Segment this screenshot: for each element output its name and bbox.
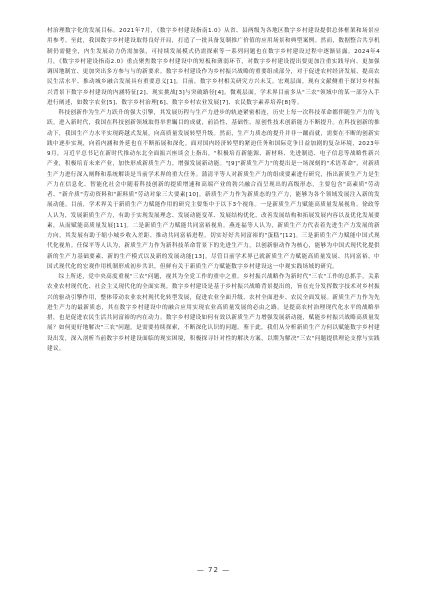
page-number: — 72 — bbox=[196, 566, 231, 574]
paragraph-2: 科技创新作为生产力跃升的强大引擎，其发展历程与生产力进步的轨迹紧密相连，历史上每一次科技革命都伴随生产力的飞跃。进入新时代，我国在科技创新领域取得举世瞩目的成就，前沿性、基础性、原创性技术创新能力不断提升。在科技创新的推动下，我国生产力水平实现跨越式发展，向高质量发展转型升级。然而，生产力质态的提升并非一蹴而就，需要在不断的创新实践中逐步实现，向着内涵和外延也在不断拓展和深化。面对国内经济转型的紧迫任务和国际竞争日益加剧的复杂环境，2023年9月，习近平总书记在新时代推动东北全面振兴座谈会上指出，"积极培育新能源、新材料、先进制造、电子信息等战略性新兴产业，积极培育未来产业，加快形成新质生产力，增强发展新动能。"[9]"新质生产力"的提出是一场深刻的"术语革命"，对新质生产力进行深入阐释和系统解读是当前学术界的重大任务。蒲清平等人对新质生产力的组成要素进行研究，指出新质生产力是生产力在信息化、智能化社会中随着科技创新的提质增速和高端产业的勃兴融合而呈现出的高级形态，主要包含"高素质"劳动者、"新介质"劳动资料和"新料质"劳动对象三大要素[10]。新质生产力作为新质态的生产力，能够为各个领域发展注入新的发展动能。目前，学术界关于新质生产力赋能作用的研究主要集中于以下3个视角。一是新质生产力赋能高质量发展视角。徐政等人认为，发展新质生产力，有助于实现发展理念、发展动能变革、发展结构优化、改善发展结构和拓展发展内容以及优化发展要素，从而赋能高质量发展[11]。二是新质生产力赋能共同富裕视角。燕连福等人认为，新质生产力代表着先进生产力发展的新方向，其发展有助于缩小城乡收入差距、推动共同富裕进程，切实好好共同富裕的"蛋糕"[12]。三是新质生产力赋能中国式现代化视角。任保平等人认为，新质生产力作为新科技革命背景下的先进生产力，以创新驱动作为核心，能够为中国式现代化提供新的生产力基础要素、新的生产模式以及新的发展动能[13]。尽管目前学术界已就新质生产力赋能高质量发展、共同富裕、中国式现代化的宏观作用机制形成初步共识，但鲜有关于新质生产力赋能数字乡村建设这一中观实践场域的研究。 bbox=[47, 110, 380, 270]
paragraph-3: 综上所述，党中央高度重视"三农"问题，视其为全党工作的重中之重。乡村振兴战略作为新时代"三农"工作的总抓手，关系农业农村现代化、社会主义现代化的全面实现。数字乡村建设是基于乡村振兴战略背景提出的，旨在充分发挥数字技术对乡村振兴的驱动引擎作用，整体带动农业农村现代化转型发展，促进农业全面升级、农村全面进步、农民全面发展。新质生产力作为先进生产力的最新质态，其在数字乡村建设中的融合应用实现农业高质量发展的必由之路，是提高农村治理现代化水平的战略举措，也是促进农民生活共同富裕的内在动力。数字乡村建设如何有效以新质生产力增强发展新动能，赋能乡村振兴战略高质量发展？如何更好地解决"三农"问题，是需要持续探索，不断深化认识的问题。鉴于此，我们从分析新质生产力何以赋能数字乡村建设出发，深入剖析当前数字乡村建设面临的现实困境，积极探寻针对性的解决方案，以期为解决"三农"问题提供理论支撑与实践建议。 bbox=[47, 274, 380, 352]
paragraph-1: 村治理数字化的发展目标。2021年7月，《数字乡村建设指南1.0》从省、县两级为各地区数字乡村建设提供总体框架和场景应用参考。至此，我国数字乡村建设取得良好开局，打造了一批具备复制推广价值的应用场景和典型案例。然而，数据整合共享机制仍需健全，内生发展动力仍需加强，可持续发展模式仍需探索等一系列问题也在数字乡村建设过程中逐渐显露。2024年4月，《数字乡村建设指南2.0》重点聚焦数字乡村建设中的短板和薄弱环节，对数字乡村建设提出要更加注重实践导向、更加强调因地制宜、更加突出多方参与与的新要求。数字乡村建设作为乡村振兴战略的重要组成部分，对于促进农村经济发展、提高农民生活水平、推动城乡融合发展具有重要意义[1]。目前，数字乡村相关研究方兴未艾。宏观层面，现有文献侧重于探讨乡村振兴背景下数字乡村建设的内涵特征[2]、现实挑战[3]与突破路径[4]。微观层面，学术界目前多从"三农"领域中的某一部分入手进行阐述，如数字农业[5]、数字乡村治理[6]、数字乡村农业发展[7]、农民数字素养培养[8]等。 bbox=[47, 28, 380, 106]
